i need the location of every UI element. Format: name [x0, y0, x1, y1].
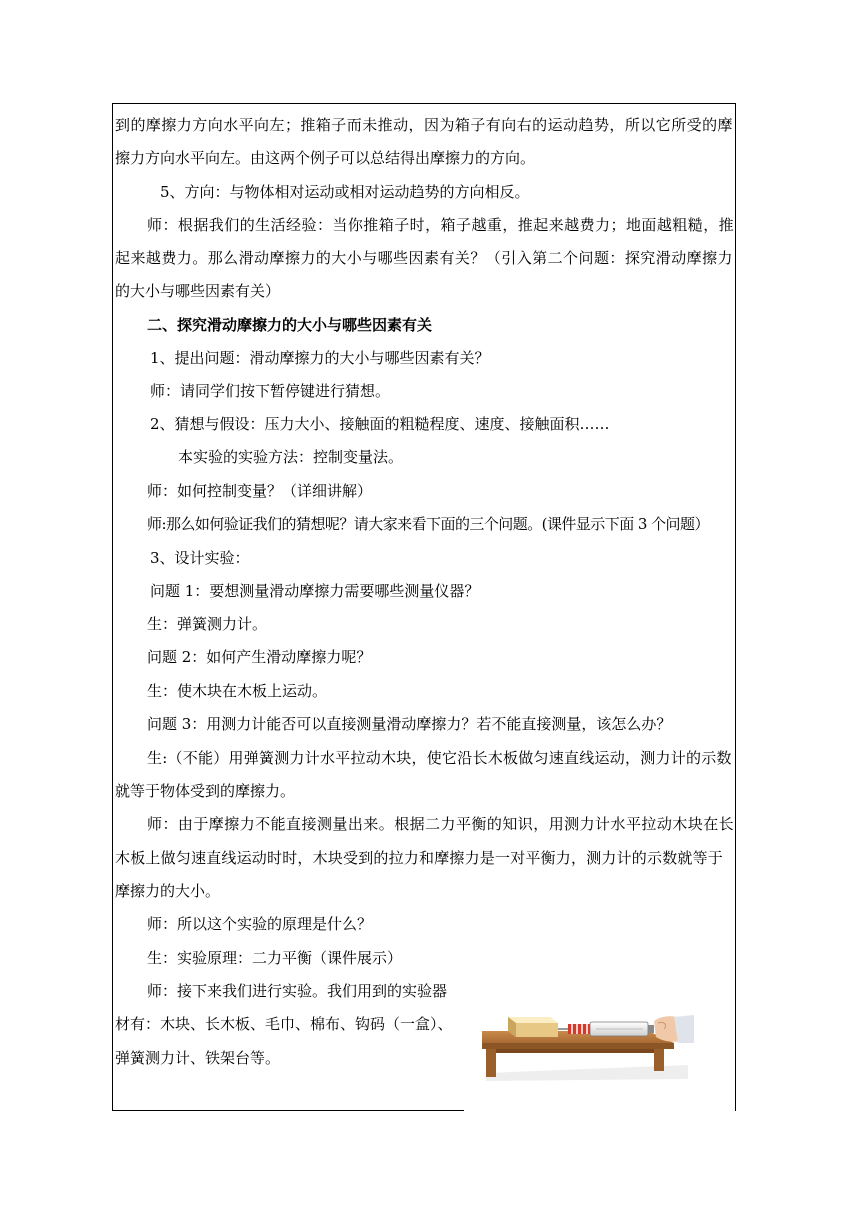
cell-right-border	[735, 103, 736, 1111]
paragraph-line: 弹簧测力计、铁架台等。	[115, 1049, 281, 1067]
question-3: 问题 3：用测力计能否可以直接测量滑动摩擦力？若不能直接测量，该怎么办？	[147, 715, 672, 733]
paragraph-line: 就等于物体受到的摩擦力。	[115, 782, 296, 800]
wooden-block-icon	[508, 1017, 558, 1037]
paragraph-line: 师：如何控制变量？（详细讲解）	[147, 482, 373, 500]
paragraph-line: 生:（不能）用弹簧测力计水平拉动木块，使它沿长木板做匀速直线运动，测力计的示数	[147, 749, 732, 767]
paragraph-line: 师：请同学们按下暂停键进行猜想。	[150, 382, 391, 400]
paragraph-line: 摩擦力的大小。	[115, 882, 221, 900]
paragraph-line: 生：使木块在木板上运动。	[147, 682, 328, 700]
question-1: 问题 1：要想测量滑动摩擦力需要哪些测量仪器？	[150, 582, 480, 600]
paragraph-line: 师：根据我们的生活经验：当你推箱子时，箱子越重，推起来越费力；地面越粗糙，推	[147, 216, 735, 234]
paragraph-line: 本实验的实验方法：控制变量法。	[178, 448, 404, 466]
paragraph-line: 到的摩擦力方向水平向左；推箱子而未推动，因为箱子有向右的运动趋势，所以它所受的摩	[115, 116, 734, 134]
experiment-illustration	[478, 1003, 694, 1081]
paragraph-line: 师：由于摩擦力不能直接测量出来。根据二力平衡的知识，用测力计水平拉动木块在长	[147, 815, 735, 833]
question-2: 问题 2：如何产生滑动摩擦力呢？	[147, 648, 372, 666]
paragraph-line: 擦力方向水平向左。由这两个例子可以总结得出摩擦力的方向。	[115, 149, 536, 167]
cell-left-border	[112, 103, 113, 1111]
hand-icon	[654, 1015, 694, 1043]
paragraph-line: 生：弹簧测力计。	[147, 615, 268, 633]
cell-bottom-border	[112, 1110, 464, 1111]
paragraph-line: 师:那么如何验证我们的猜想呢？请大家来看下面的三个问题。(课件显示下面 3 个问题）	[147, 515, 709, 533]
cell-top-border	[112, 103, 736, 104]
paragraph-line: 2、猜想与假设：压力大小、接触面的粗糙程度、速度、接触面积……	[150, 415, 610, 433]
paragraph-line: 1、提出问题：滑动摩擦力的大小与哪些因素有关？	[150, 349, 490, 367]
section-item-direction: 5、方向：与物体相对运动或相对运动趋势的方向相反。	[160, 183, 530, 201]
paragraph-line: 3、设计实验：	[150, 549, 250, 567]
paragraph-line: 生：实验原理：二力平衡（课件展示）	[147, 949, 403, 967]
spring-scale-icon	[568, 1022, 654, 1036]
paragraph-line: 师：所以这个实验的原理是什么？	[147, 915, 373, 933]
paragraph-line: 师：接下来我们进行实验。我们用到的实验器	[147, 982, 448, 1000]
paragraph-line: 木板上做匀速直线运动时时，木块受到的拉力和摩擦力是一对平衡力，测力计的示数就等于	[115, 849, 724, 867]
paragraph-line: 材有：木块、长木板、毛巾、棉布、钩码（一盒）、	[115, 1015, 453, 1033]
section-heading: 二、探究滑动摩擦力的大小与哪些因素有关	[147, 316, 433, 334]
paragraph-line: 起来越费力。那么滑动摩擦力的大小与哪些因素有关？（引入第二个问题：探究滑动摩擦力	[115, 249, 734, 267]
paragraph-line: 的大小与哪些因素有关）	[115, 282, 281, 300]
